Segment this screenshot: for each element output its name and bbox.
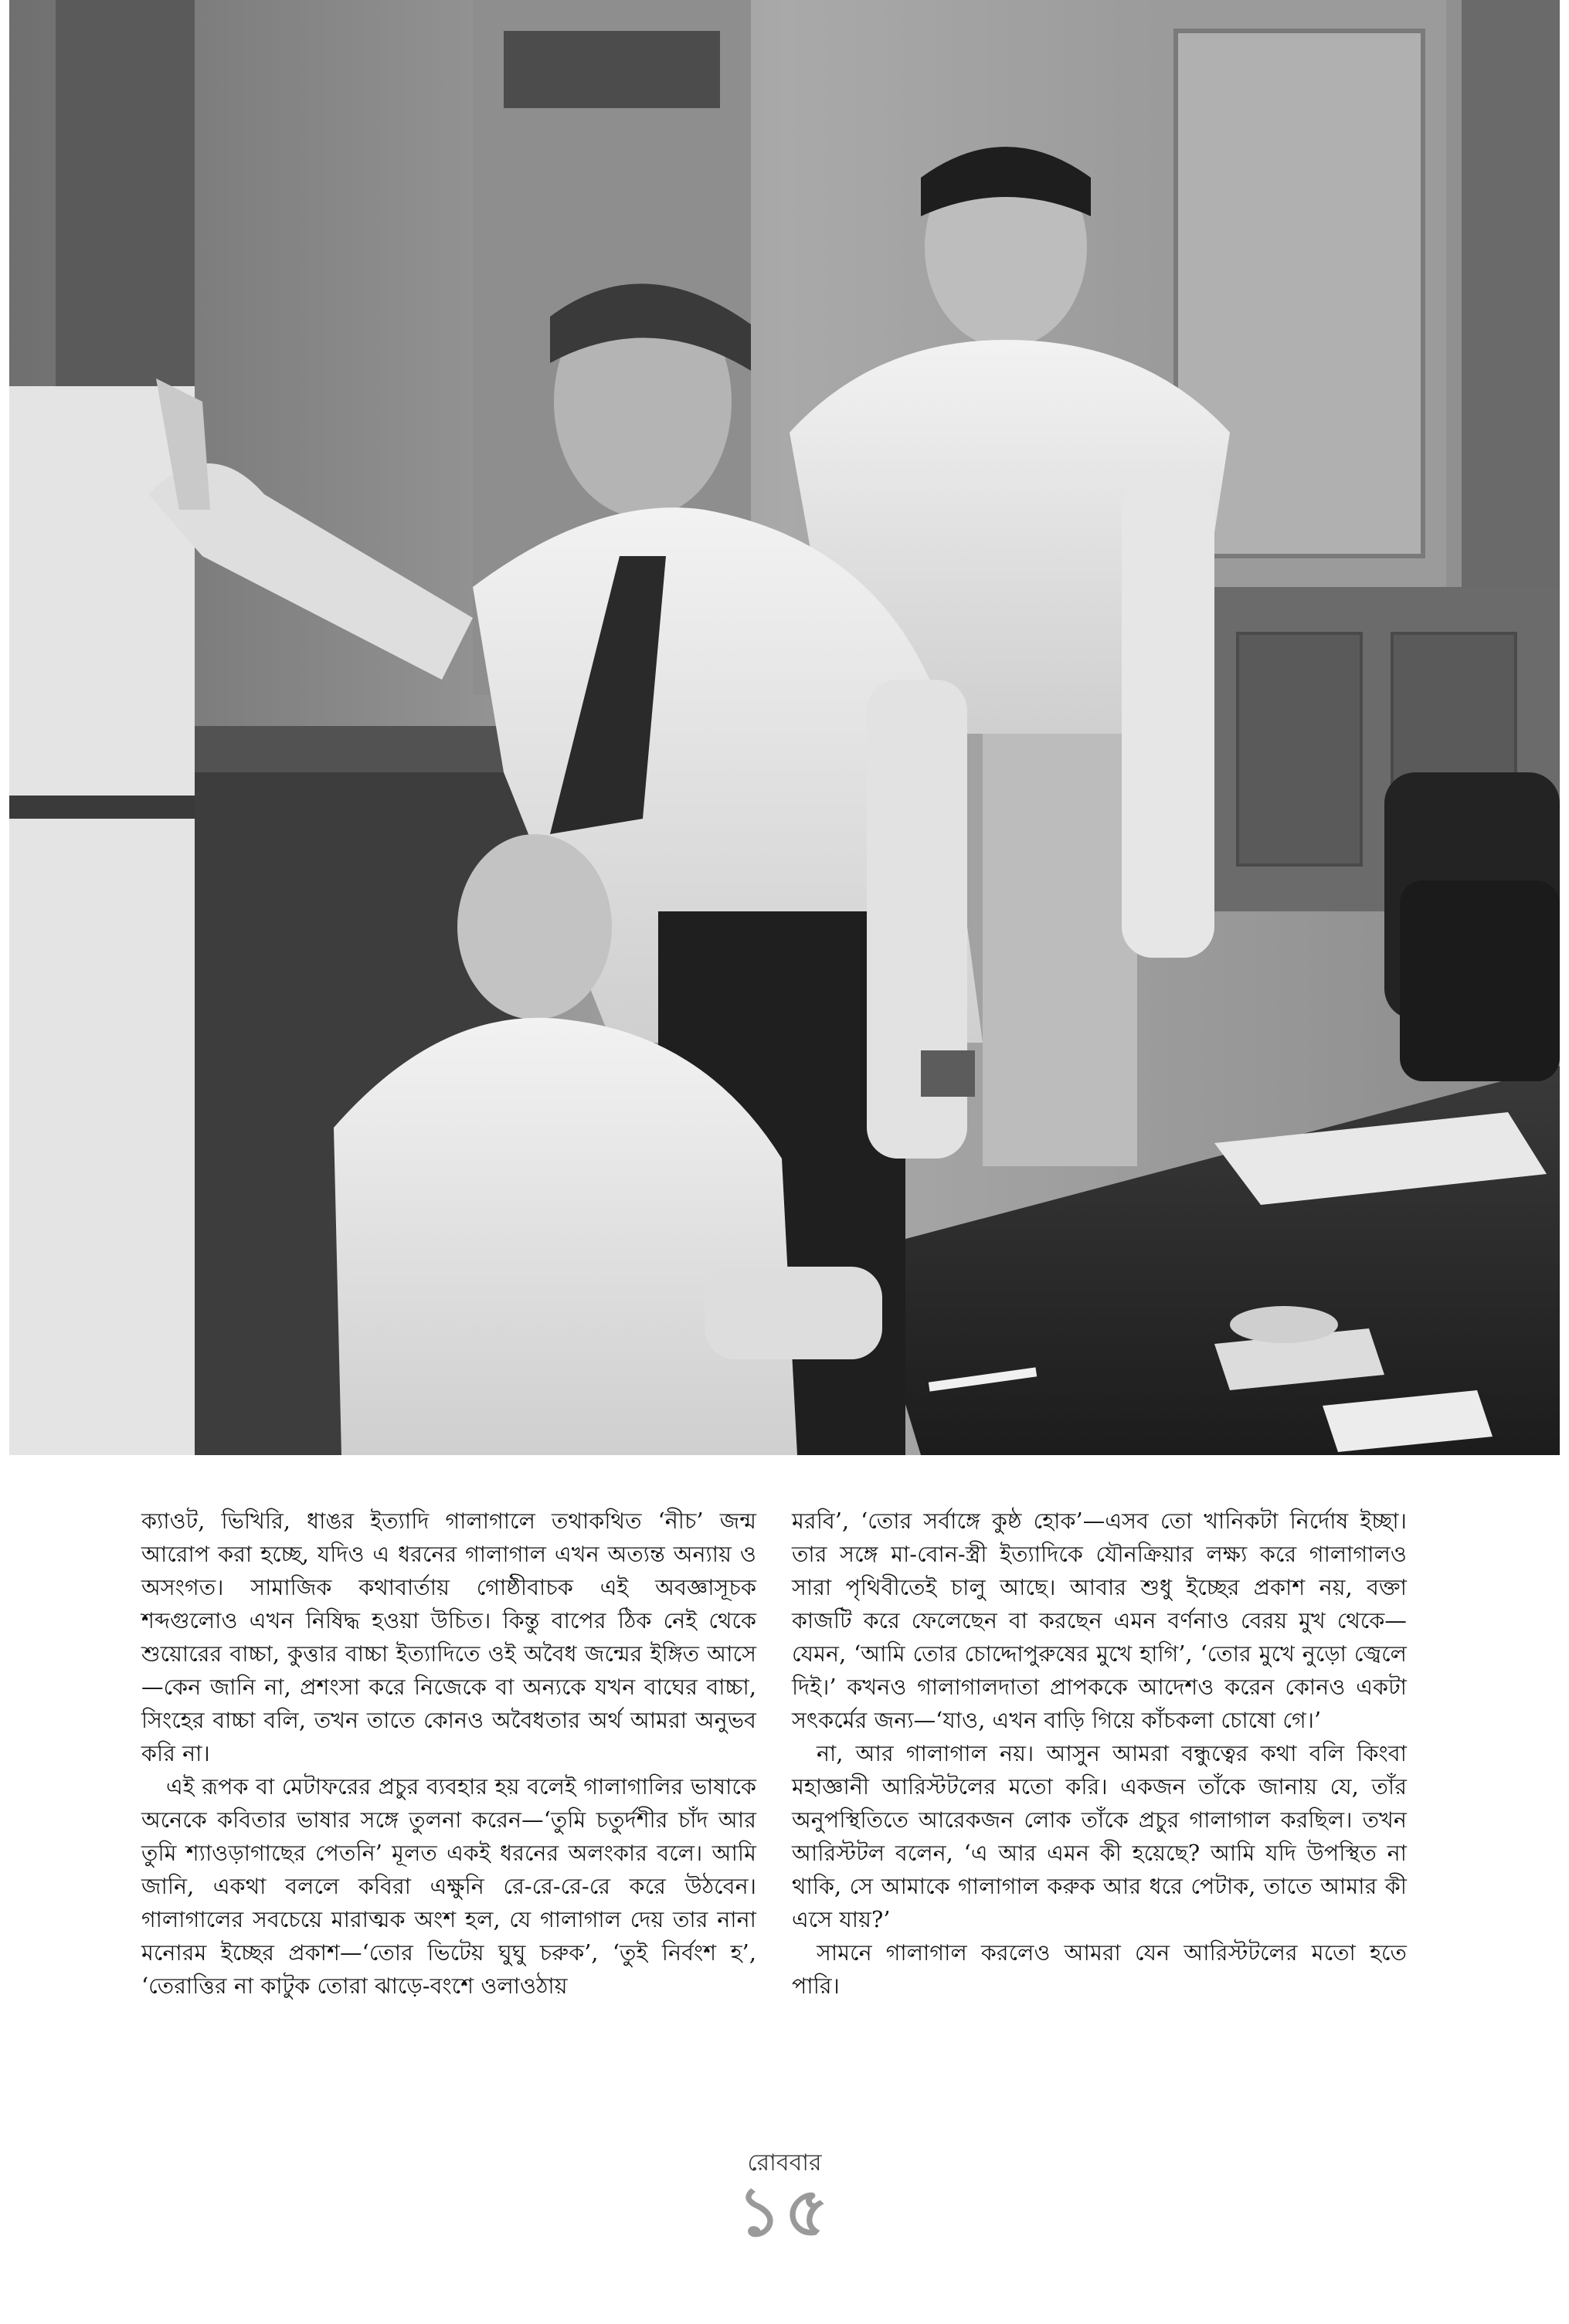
- paragraph: ক্যাওট, ভিখিরি, ধাঙর ইত্যাদি গালাগালে তথাকথিত ‘নীচ’ জন্ম আরোপ করা হচ্ছে, যদিও এ ধরনের গালাগাল এখন অত্যন্ত অন্যায় ও অসংগত। সামাজিক কথাবার্তায় গোষ্ঠীবাচক এই অবজ্ঞাসূচক শব্দগুলোও এখন নিষিদ্ধ হওয়া উচিত। কিন্তু বাপের ঠিক নেই থেকে শুয়োরের বাচ্চা, কুত্তার বাচ্চা ইত্যাদিতে ওই অবৈধ জন্মের ইঙ্গিত আসে—কেন জানি না, প্রশংসা করে নিজেকে বা অন্যকে যখন বাঘের বাচ্চা, সিংহের বাচ্চা বলি, তখন তাতে কোনও অবৈধতার অর্থ আমরা অনুভব করি না।: [141, 1508, 756, 1766]
- paragraph: না, আর গালাগাল নয়। আসুন আমরা বন্ধুত্বের কথা বলি কিংবা মহাজ্ঞানী আরিস্টটলের মতো করি। একজন তাঁকে জানায় যে, তাঁর অনুপস্থিতিতে আরেকজন লোক তাঁকে প্রচুর গালাগাল করছিল। তখন আরিস্টটল বলেন, ‘এ আর এমন কী হয়েছে? আমি যদি উপস্থিত না থাকি, সে আমাকে গালাগাল করুক আর ধরে পেটাক, তাতে আমার কী এসে যায়?’: [792, 1741, 1407, 1932]
- article-photo: [9, 0, 1560, 1455]
- paragraph: মরবি’, ‘তোর সর্বাঙ্গে কুষ্ঠ হোক’—এসব তো খানিকটা নির্দোষ ইচ্ছা। তার সঙ্গে মা-বোন-স্ত্রী ইত্যাদিকে যৌনক্রিয়ার লক্ষ্য করে গালাগালও সারা পৃথিবীতেই চালু আছে। আবার শুধু ইচ্ছের প্রকাশ নয়, বক্তা কাজটি করে ফেলেছেন বা করছেন এমন বর্ণনাও বেরয় মুখ থেকে—যেমন, ‘আমি তোর চোদ্দোপুরুষের মুখে হাগি’, ‘তোর মুখে নুড়ো জ্বেলে দিই।’ কখনও গালাগালদাতা প্রাপককে আদেশও করেন কোনও একটা সৎকর্মের জন্য—‘যাও, এখন বাড়ি গিয়ে কাঁচকলা চোষো গে।’: [792, 1508, 1407, 1733]
- page-footer: [0, 2149, 1569, 2251]
- paragraph: সামনে গালাগাল করলেও আমরা যেন আরিস্টটলের মতো হতে পারি।: [792, 1940, 1407, 1999]
- text-column-left: [141, 1505, 756, 2003]
- magazine-name: রোববার: [747, 2149, 822, 2176]
- page-number: ১৫: [737, 2172, 832, 2251]
- photo-illustration: [9, 0, 1560, 1455]
- paragraph: এই রূপক বা মেটাফরের প্রচুর ব্যবহার হয় বলেই গালাগালির ভাষাকে অনেকে কবিতার ভাষার সঙ্গে তুলনা করেন—‘তুমি চতুর্দশীর চাঁদ আর তুমি শ্যাওড়াগাছের পেতনি’ মূলত একই ধরনের অলংকার বলে। আমি জানি, একথা বললে কবিরা এক্ষুনি রে-রে-রে-রে করে উঠবেন। গালাগালের সবচেয়ে মারাত্মক অংশ হল, যে গালাগাল দেয় তার নানা মনোরম ইচ্ছের প্রকাশ—‘তোর ভিটেয় ঘুঘু চরুক’, ‘তুই নির্বংশ হ’, ‘তেরাত্তির না কাটুক তোরা ঝাড়ে-বংশে ওলাওঠায়: [141, 1774, 756, 1999]
- text-column-right: [792, 1505, 1407, 2003]
